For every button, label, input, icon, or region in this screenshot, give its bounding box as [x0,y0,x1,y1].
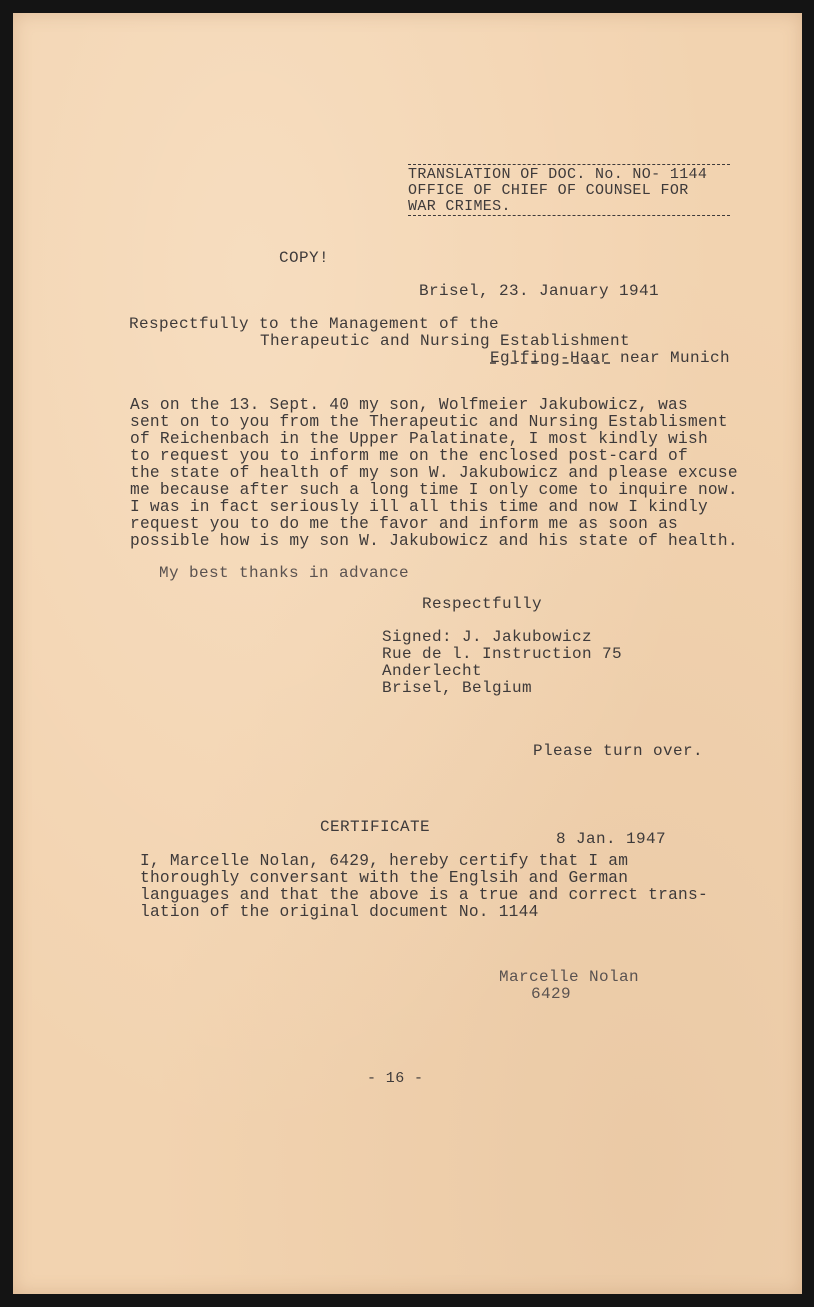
body-line: me because after such a long time I only come to inquire now. [130,481,738,499]
letter-date: Brisel, 23. January 1941 [419,282,660,300]
certificate-line: languages and that the above is a true and correct trans- [140,886,708,904]
body-line: to request you to inform me on the enclosed post-card of [130,447,688,465]
body-line: request you to do me the favor and inform me as soon as [130,515,679,533]
certificate-date: 8 Jan. 1947 [556,830,667,848]
body-line: As on the 13. Sept. 40 my son, Wolfmeier Jakubowicz, was [130,396,688,414]
header-line-3: WAR CRIMES. [408,198,511,215]
certificate-signer-name: Marcelle Nolan [499,968,640,986]
signature-line: Rue de l. Instruction 75 [382,645,623,663]
address-place-rest: near Munich [610,349,731,367]
certificate-line: I, Marcelle Nolan, 6429, hereby certify that I am [140,852,629,870]
header-bottom-rule [408,215,730,216]
header-line-2: OFFICE OF CHIEF OF COUNSEL FOR [408,182,689,199]
address-line-3 [490,350,730,366]
page-number: - 16 - [367,1070,424,1087]
address-place: Eglfing-Haar [490,349,611,367]
body-line: sent on to you from the Therapeutic and Nursing Establisment [130,413,728,431]
document-page [13,13,802,1294]
header-line-1: TRANSLATION OF DOC. No. NO- 1144 [408,166,708,183]
certificate-title: CERTIFICATE [320,818,431,836]
copy-label: COPY! [279,249,330,267]
turn-over-note: Please turn over. [533,742,704,760]
certificate-line: thoroughly conversant with the Englsih and German [140,869,629,887]
certificate-line: lation of the original document No. 1144 [140,903,539,921]
certificate-signer-number: 6429 [531,985,572,1003]
signature-line: Brisel, Belgium [382,679,533,697]
address-line-1: Respectfully to the Management of the [129,315,500,333]
signature-line: Anderlecht [382,662,483,680]
body-line: of Reichenbach in the Upper Palatinate, I most kindly wish [130,430,708,448]
signature-line: Signed: J. Jakubowicz [382,628,593,646]
closing: Respectfully [422,595,543,613]
address-line-2: Therapeutic and Nursing Establishment [260,332,631,350]
header-top-rule [408,164,730,165]
thanks-line: My best thanks in advance [159,564,410,582]
body-line: the state of health of my son W. Jakubowicz and please excuse [130,464,738,482]
body-line: I was in fact seriously ill all this time and now I kindly [130,498,708,516]
body-line: possible how is my son W. Jakubowicz and his state of health. [130,532,738,550]
